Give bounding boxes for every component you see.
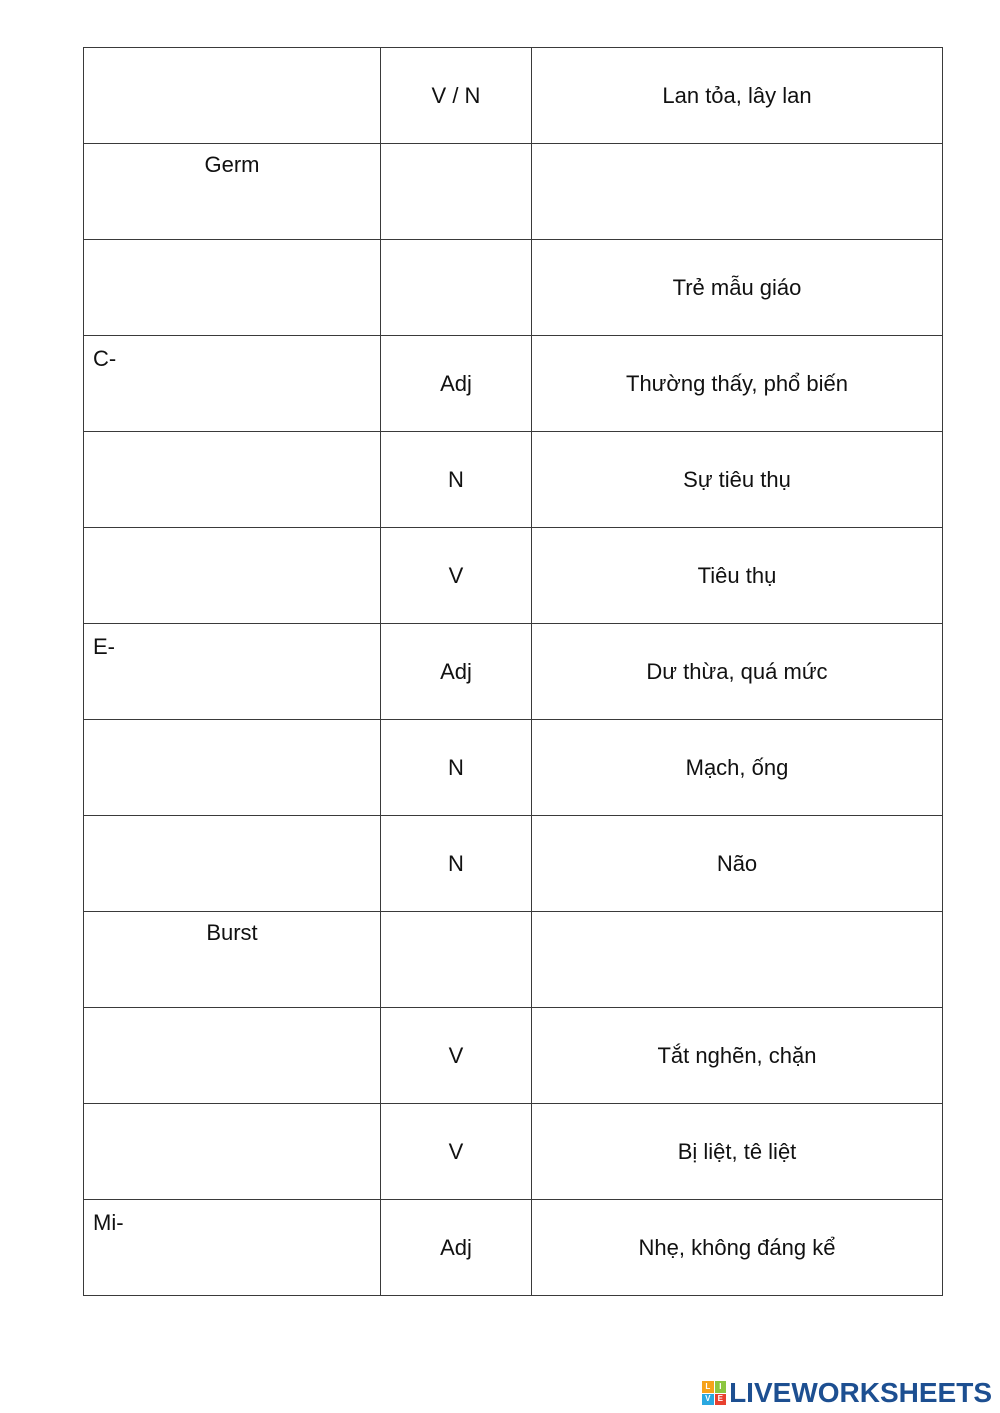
word-type-text [381,240,531,335]
word-text: Burst [206,920,258,945]
word-cell[interactable] [84,336,381,432]
meaning-text: Não [716,850,758,876]
table-row [84,1200,943,1296]
word-cell[interactable] [84,624,381,720]
word-type-cell[interactable] [381,912,532,1008]
brand-wordmark: LIVEWORKSHEETS [729,1377,992,1408]
word-cell[interactable] [84,912,381,1008]
table-row [84,912,943,1008]
word-type-text: V [448,1042,464,1068]
meaning-cell[interactable] [532,720,943,816]
meaning-cell[interactable] [532,912,943,1008]
table-row [84,144,943,240]
table-row [84,432,943,528]
word-text: C- [93,346,117,371]
meaning-text [532,144,942,239]
word-cell[interactable] [84,528,381,624]
meaning-cell[interactable] [532,336,943,432]
word-type-cell[interactable] [381,144,532,240]
meaning-text: Mạch, ống [685,754,789,780]
word-cell[interactable] [84,144,381,240]
table-row [84,336,943,432]
meaning-cell[interactable] [532,816,943,912]
word-cell[interactable] [84,816,381,912]
meaning-text: Sự tiêu thụ [683,466,791,492]
word-type-cell[interactable] [381,240,532,336]
table-row [84,1104,943,1200]
word-type-text: Adj [440,370,472,396]
meaning-text: Bị liệt, tê liệt [677,1138,797,1164]
meaning-cell[interactable] [532,1008,943,1104]
meaning-cell[interactable] [532,432,943,528]
word-type-text [381,144,531,239]
word-cell[interactable] [84,720,381,816]
meaning-cell[interactable] [532,528,943,624]
word-text: E- [93,634,115,659]
word-type-cell[interactable] [381,624,532,720]
meaning-text: Tắt nghẽn, chặn [657,1042,817,1068]
word-type-cell[interactable] [381,816,532,912]
word-cell[interactable] [84,240,381,336]
word-cell[interactable] [84,48,381,144]
word-type-text: V [448,562,464,588]
word-type-text: N [448,754,464,780]
meaning-cell[interactable] [532,1200,943,1296]
word-cell[interactable] [84,1104,381,1200]
vocabulary-table-body [84,48,943,1296]
meaning-text: Trẻ mẫu giáo [672,274,802,300]
word-type-cell[interactable] [381,720,532,816]
word-cell[interactable] [84,1008,381,1104]
meaning-text [532,912,942,1007]
word-type-cell[interactable] [381,336,532,432]
table-row [84,240,943,336]
word-text: Mi- [93,1210,124,1235]
meaning-text: Nhẹ, không đáng kể [638,1234,836,1260]
logo-letter-e: E [715,1394,727,1406]
word-type-cell[interactable] [381,1008,532,1104]
logo-letter-l: L [702,1381,714,1393]
logo-letter-i: I [715,1381,727,1393]
word-type-text: V [448,1138,464,1164]
meaning-cell[interactable] [532,240,943,336]
liveworksheets-logo-icon [702,1381,726,1405]
liveworksheets-brand [702,1378,992,1408]
meaning-cell[interactable] [532,624,943,720]
word-type-cell[interactable] [381,1104,532,1200]
meaning-text: Dư thừa, quá mức [646,658,828,684]
word-text: Germ [204,152,260,177]
table-row [84,720,943,816]
table-row [84,816,943,912]
meaning-cell[interactable] [532,1104,943,1200]
table-row [84,624,943,720]
meaning-cell[interactable] [532,144,943,240]
word-type-cell[interactable] [381,1200,532,1296]
meaning-text: Lan tỏa, lây lan [662,82,812,108]
word-type-text: Adj [440,1234,472,1260]
word-type-text: N [448,466,464,492]
word-type-text: Adj [440,658,472,684]
word-type-cell[interactable] [381,48,532,144]
word-cell[interactable] [84,1200,381,1296]
logo-letter-v: V [702,1394,714,1406]
meaning-text: Thường thấy, phổ biến [626,370,848,396]
meaning-cell[interactable] [532,48,943,144]
meaning-text: Tiêu thụ [697,562,777,588]
table-row [84,48,943,144]
word-cell[interactable] [84,432,381,528]
word-type-text: V / N [431,82,481,108]
table-row [84,1008,943,1104]
word-type-text: N [448,850,464,876]
vocabulary-table [83,47,943,1296]
word-type-cell[interactable] [381,432,532,528]
table-row [84,528,943,624]
word-type-cell[interactable] [381,528,532,624]
word-type-text [381,912,531,1007]
